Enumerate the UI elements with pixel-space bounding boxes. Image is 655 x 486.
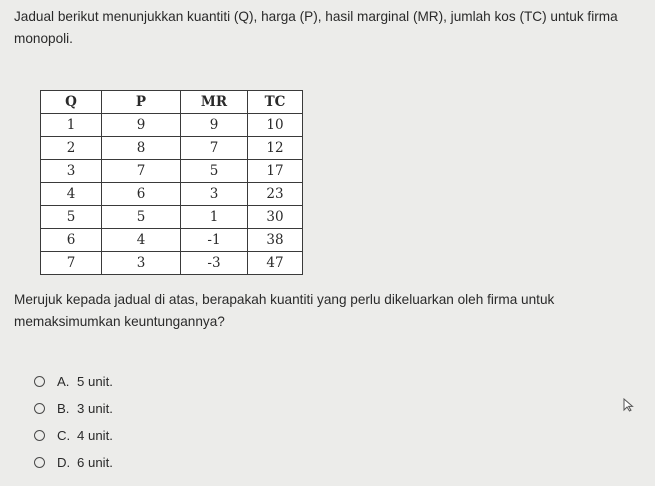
cell-tc: 47 xyxy=(248,252,303,275)
cell-tc: 12 xyxy=(248,137,303,160)
option-c[interactable] xyxy=(34,425,113,445)
cell-mr: -3 xyxy=(181,252,248,275)
cell-q: 3 xyxy=(41,160,102,183)
mouse-pointer-icon xyxy=(622,398,636,412)
radio-button-d[interactable] xyxy=(34,457,45,468)
option-label: 5 unit. xyxy=(77,373,113,389)
cell-tc: 17 xyxy=(248,160,303,183)
table-row xyxy=(41,183,303,206)
cell-mr: 1 xyxy=(181,206,248,229)
table-row xyxy=(41,229,303,252)
option-d[interactable] xyxy=(34,452,113,472)
cell-p: 7 xyxy=(102,160,181,183)
cell-p: 4 xyxy=(102,229,181,252)
option-label: 4 unit. xyxy=(77,427,113,443)
cell-p: 3 xyxy=(102,252,181,275)
table-header-row xyxy=(41,91,303,114)
cell-mr: 7 xyxy=(181,137,248,160)
option-label: 3 unit. xyxy=(77,400,113,416)
cell-mr: 9 xyxy=(181,114,248,137)
option-b[interactable] xyxy=(34,398,113,418)
option-letter: A. xyxy=(57,373,70,389)
cell-mr: 3 xyxy=(181,183,248,206)
cell-q: 1 xyxy=(41,114,102,137)
cell-p: 6 xyxy=(102,183,181,206)
cell-q: 5 xyxy=(41,206,102,229)
cell-tc: 23 xyxy=(248,183,303,206)
cell-tc: 10 xyxy=(248,114,303,137)
table-row xyxy=(41,160,303,183)
radio-button-c[interactable] xyxy=(34,430,45,441)
question-text: Merujuk kepada jadual di atas, berapakah kuantiti yang perlu dikeluarkan oleh firma untuk memaksimumkan keuntungannya? xyxy=(14,292,555,329)
cell-tc: 30 xyxy=(248,206,303,229)
cell-q: 7 xyxy=(41,252,102,275)
header-q: Q xyxy=(41,91,102,114)
table-row xyxy=(41,252,303,275)
cell-mr: 5 xyxy=(181,160,248,183)
cell-q: 2 xyxy=(41,137,102,160)
table-row xyxy=(41,206,303,229)
answer-options xyxy=(34,371,113,479)
table-row xyxy=(41,137,303,160)
option-label: 6 unit. xyxy=(77,454,113,470)
table-row xyxy=(41,114,303,137)
option-letter: C. xyxy=(57,427,71,443)
intro-text: Jadual berikut menunjukkan kuantiti (Q), harga (P), hasil marginal (MR), jumlah kos (TC) untuk firma monopoli. xyxy=(14,9,618,46)
header-p: P xyxy=(102,91,181,114)
cell-p: 9 xyxy=(102,114,181,137)
option-letter: B. xyxy=(57,400,70,416)
cell-p: 8 xyxy=(102,137,181,160)
header-tc: TC xyxy=(248,91,303,114)
header-mr: MR xyxy=(181,91,248,114)
cell-tc: 38 xyxy=(248,229,303,252)
cell-q: 6 xyxy=(41,229,102,252)
radio-button-b[interactable] xyxy=(34,403,45,414)
cell-q: 4 xyxy=(41,183,102,206)
cell-p: 5 xyxy=(102,206,181,229)
radio-button-a[interactable] xyxy=(34,376,45,387)
option-a[interactable] xyxy=(34,371,113,391)
cell-mr: -1 xyxy=(181,229,248,252)
data-table xyxy=(40,90,303,275)
option-letter: D. xyxy=(57,454,71,470)
